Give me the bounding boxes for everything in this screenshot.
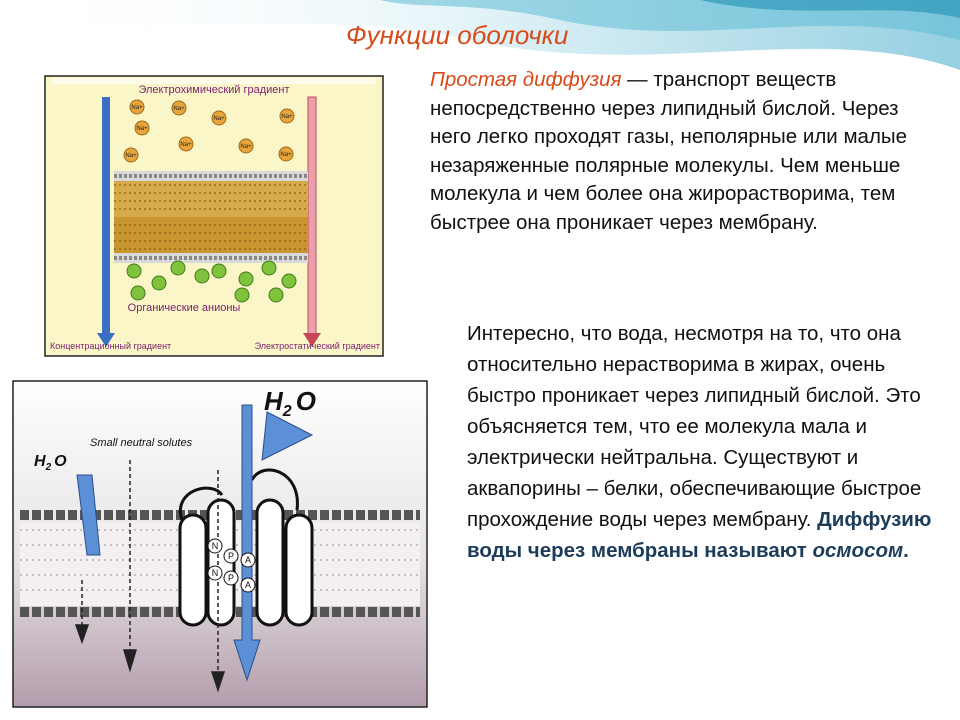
concentration-gradient-label: Концентрационный градиент bbox=[50, 341, 172, 351]
slide-title: Функции оболочки bbox=[346, 20, 569, 50]
osmosis-term: осмосом bbox=[812, 539, 904, 562]
svg-text:N: N bbox=[211, 568, 219, 578]
osmosis-prefix: Диффузию воды через мембраны называют bbox=[467, 508, 932, 562]
svg-text:Na+: Na+ bbox=[125, 153, 137, 159]
lipid-bilayer bbox=[114, 171, 308, 263]
svg-text:P: P bbox=[227, 551, 235, 561]
small-neutral-solutes-label: Small neutral solutes bbox=[90, 437, 193, 449]
osmosis-suffix: . bbox=[903, 539, 909, 562]
electrostatic-gradient-label: Электростатический градиент bbox=[254, 341, 380, 351]
h2o-large-label: $H_2$ O bbox=[264, 386, 316, 420]
aquaporin-membrane-figure bbox=[12, 380, 428, 708]
electrostatic-arrow-shaft bbox=[308, 97, 316, 337]
svg-text:Na+: Na+ bbox=[131, 105, 143, 111]
water-paragraph bbox=[467, 318, 937, 566]
svg-text:A: A bbox=[244, 555, 252, 565]
svg-text:Na+: Na+ bbox=[213, 116, 225, 122]
h2o-small-label: $H_2$ O bbox=[34, 453, 67, 473]
svg-text:Na+: Na+ bbox=[240, 144, 252, 150]
svg-text:Na+: Na+ bbox=[180, 142, 192, 148]
svg-text:N: N bbox=[211, 541, 219, 551]
svg-text:P: P bbox=[227, 573, 235, 583]
svg-text:Na+: Na+ bbox=[173, 106, 185, 112]
svg-text:Na+: Na+ bbox=[281, 114, 293, 120]
water-text: Интересно, что вода, несмотря на то, что она относительно нерастворима в жирах, очень быстро проникает через липидный бислой. Это объясняется тем, что ее молекула мала и электрически нейтральна. Существуют и аквапорины – белки, обеспечивающие быстрое прохождение воды через мембрану. bbox=[467, 322, 922, 531]
simple-diffusion-text: — транспорт веществ непосредственно через липидный бислой. Через него легко проходят газы, неполярные или малые незаряженные полярные молекулы. Чем меньше молекула и чем более она жирорастворима, тем быстрее она проникает через мембрану. bbox=[430, 68, 908, 234]
concentration-arrow-shaft bbox=[102, 97, 110, 337]
svg-text:A: A bbox=[244, 580, 252, 590]
top-gradient-label: Электрохимический градиент bbox=[138, 84, 290, 96]
organic-anions-label: Органические анионы bbox=[127, 302, 241, 314]
svg-text:Na+: Na+ bbox=[136, 126, 148, 132]
simple-diffusion-paragraph bbox=[430, 66, 930, 237]
svg-text:Na+: Na+ bbox=[280, 152, 292, 158]
electrochemical-gradient-figure bbox=[44, 75, 384, 357]
simple-diffusion-term: Простая диффузия bbox=[430, 68, 622, 91]
